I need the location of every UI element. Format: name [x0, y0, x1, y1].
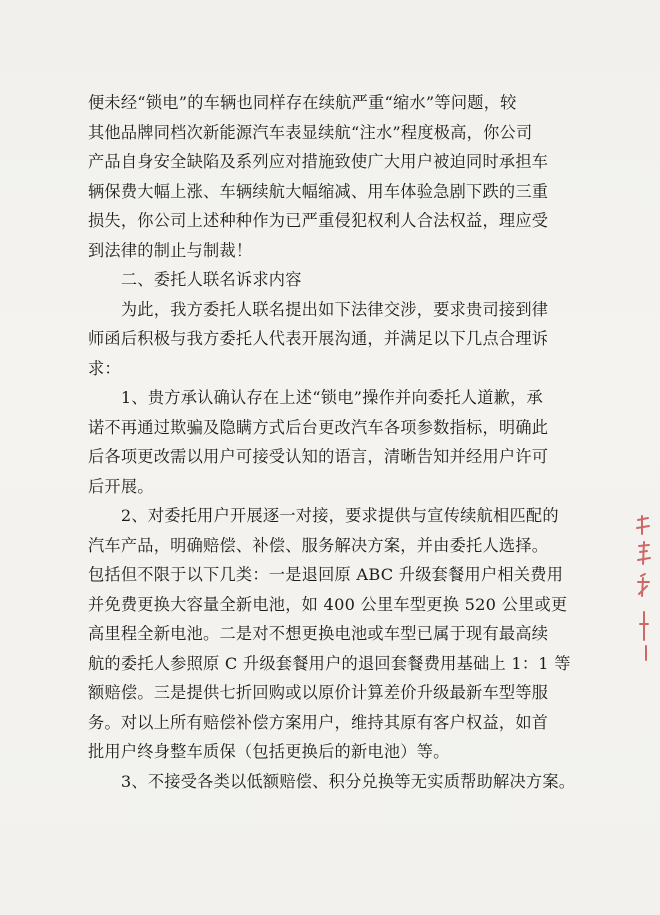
body-line: 损失，你公司上述种种作为已严重侵犯权利人合法权益，理应受	[88, 211, 549, 230]
body-line: 后开展。	[88, 476, 154, 496]
body-line: 产品自身安全缺陷及系列应对措施致使广大用户被迫同时承担车	[88, 152, 549, 171]
seal-stamp-edge	[632, 512, 654, 662]
body-line: 航的委托人参照原 C 升级套餐用户的退回套餐费用基础上 1：1 等	[88, 653, 571, 673]
body-line: 额赔偿。三是提供七折回购或以原价计算差价升级最新车型等服	[88, 683, 549, 702]
body-line: 务。对以上所有赔偿补偿方案用户，维持其原有客户权益，如首	[88, 712, 549, 732]
body-line: 后各项更改需以用户可接受认知的语言，清晰告知并经用户许可	[88, 447, 549, 466]
body-line: 求：	[88, 358, 121, 378]
body-line: 其他品牌同档次新能源汽车表显续航“注水”程度极高，你公司	[88, 122, 533, 142]
body-line: 包括但不限于以下几类：一是退回原 ABC 升级套餐用户相关费用	[88, 565, 564, 584]
body-line: 辆保费大幅上涨、车辆续航大幅缩减、用车体验急剧下跌的三重	[88, 181, 549, 201]
body-line: 汽车产品，明确赔偿、补偿、服务解决方案，并由委托人选择。	[88, 535, 549, 555]
body-line: 并免费更换大容量全新电池，如 400 公里车型更换 520 公里或更	[88, 594, 568, 614]
body-line: 便未经“锁电”的车辆也同样存在续航严重“缩水”等问题，较	[88, 93, 517, 112]
body-line: 为此，我方委托人联名提出如下法律交涉，要求贵司接到律	[88, 299, 549, 319]
body-line: 3、不接受各类以低额赔偿、积分兑换等无实质帮助解决方案。	[88, 771, 576, 791]
body-line: 批用户终身整车质保（包括更换后的新电池）等。	[88, 742, 450, 761]
body-line: 高里程全新电池。二是对不想更换电池或车型已属于现有最高续	[88, 624, 549, 643]
body-line: 2、对委托用户开展逐一对接，要求提供与宣传续航相匹配的	[88, 506, 559, 525]
letter-body	[88, 88, 576, 796]
section-heading: 二、委托人联名诉求内容	[88, 270, 302, 289]
body-line: 师函后积极与我方委托人代表开展沟通，并满足以下几点合理诉	[88, 329, 549, 348]
body-line: 到法律的制止与制裁！	[88, 240, 253, 260]
body-line: 1、贵方承认确认存在上述“锁电”操作并向委托人道歉，承	[88, 388, 543, 407]
body-line: 诺不再通过欺骗及隐瞒方式后台更改汽车各项参数指标，明确此	[88, 417, 549, 437]
